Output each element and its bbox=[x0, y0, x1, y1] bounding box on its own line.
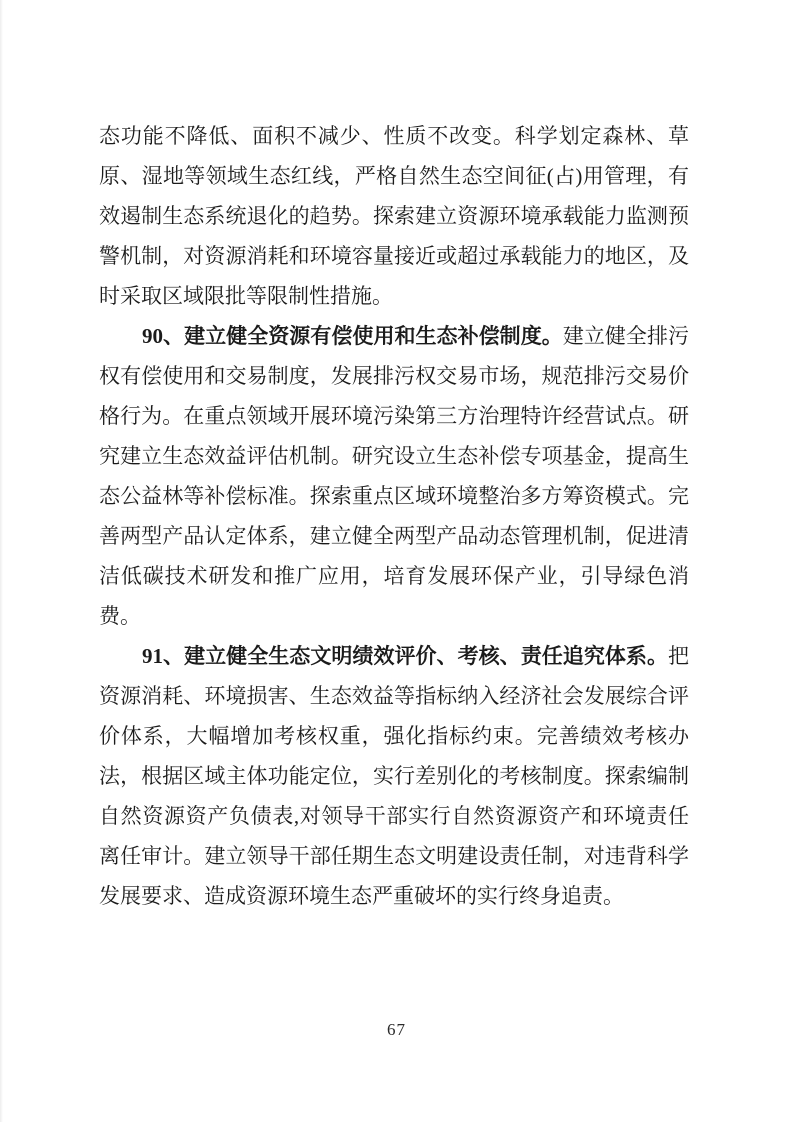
item-90-body: 建立健全排污权有偿使用和交易制度，发展排污权交易市场，规范排污交易价格行为。在重点领域开展环境污染第三方治理特许经营试点。研究建立生态效益评估机制。研究设立生态补偿专项基金，提高生态公益林等补偿标准。探索重点区域环境整治多方筹资模式。完善两型产品认定体系，建立健全两型产品动态管理机制，促进清洁低碳技术研发和推广应用，培育发展环保产业，引导绿色消费。 bbox=[99, 324, 690, 628]
item-90-heading: 90、建立健全资源有偿使用和生态补偿制度。 bbox=[142, 324, 563, 348]
item-91-body: 把资源消耗、环境损害、生态效益等指标纳入经济社会发展综合评价体系，大幅增加考核权重，强化指标约束。完善绩效考核办法，根据区域主体功能定位，实行差别化的考核制度。探索编制自然资源资产负债表,对领导干部实行自然资源资产和环境责任离任审计。建立领导干部任期生态文明建设责任制，对违背科学发展要求、造成资源环境生态严重破坏的实行终身追责。 bbox=[99, 644, 689, 908]
document-body bbox=[99, 116, 689, 916]
page-number: 67 bbox=[387, 1020, 406, 1039]
paragraph-item-90 bbox=[99, 316, 689, 636]
paragraph-continuation bbox=[99, 116, 689, 316]
paragraph-continuation-text: 态功能不降低、面积不减少、性质不改变。科学划定森林、草原、湿地等领域生态红线，严格自然生态空间征(占)用管理，有效遏制生态系统退化的趋势。探索建立资源环境承载能力监测预警机制，对资源消耗和环境容量接近或超过承载能力的地区，及时采取区域限批等限制性措施。 bbox=[99, 124, 689, 308]
scan-edge-artifact bbox=[0, 0, 3, 1122]
paragraph-item-91 bbox=[99, 636, 689, 916]
item-91-heading: 91、建立健全生态文明绩效评价、考核、责任追究体系。 bbox=[142, 644, 668, 668]
